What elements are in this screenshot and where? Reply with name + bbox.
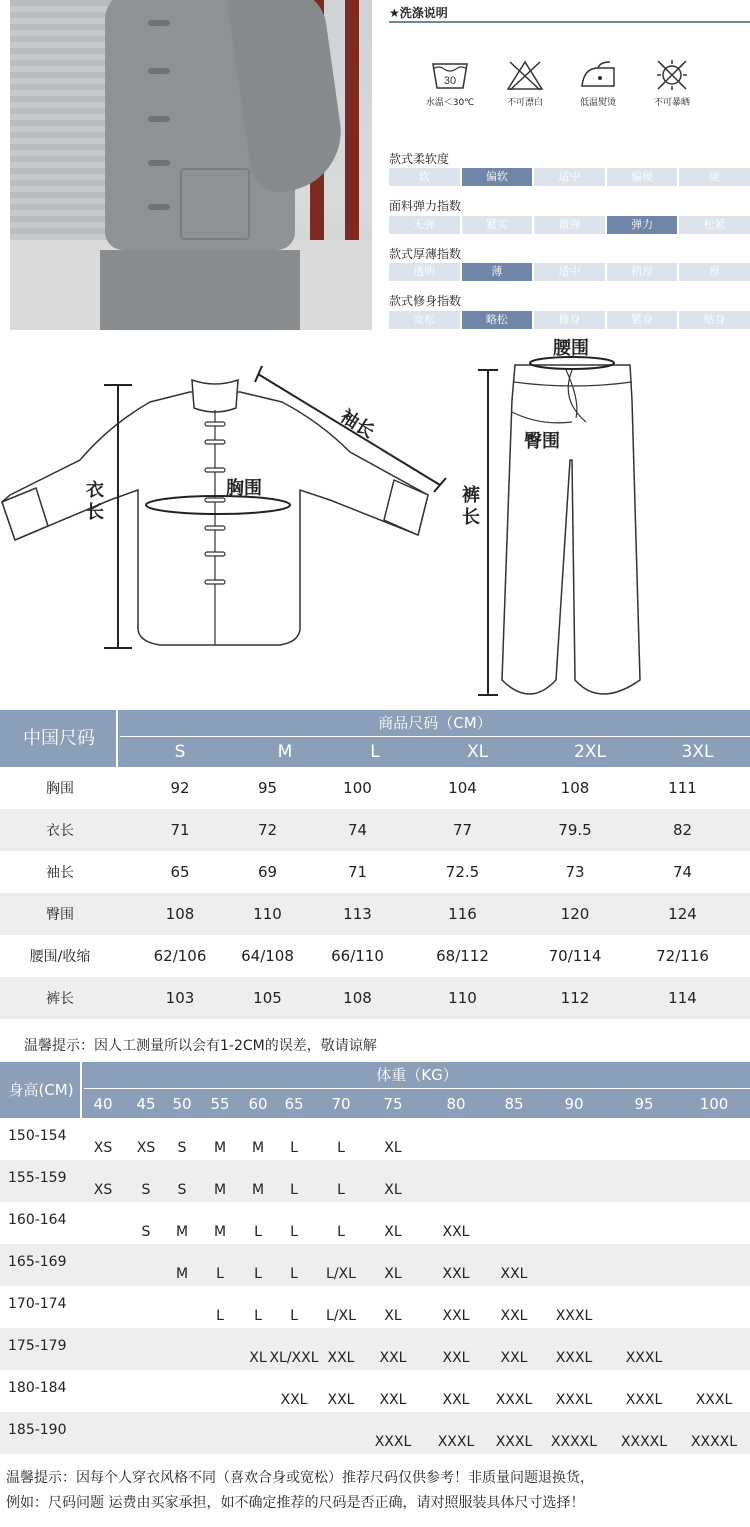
size-recommendation: XXXL — [495, 1392, 533, 1408]
size-recommendation: M — [175, 1224, 189, 1240]
row-label: 裤长 — [46, 991, 74, 1007]
table-cell: 74 — [347, 821, 368, 839]
elasticity-option: 微弹 — [534, 216, 605, 234]
table-cell: 72 — [257, 821, 278, 839]
size-recommendation: M — [213, 1182, 227, 1198]
wash-title: ★洗涤说明 — [389, 6, 448, 20]
size-recommendation: M — [251, 1140, 265, 1156]
row-label: 衣长 — [46, 823, 74, 839]
fit-option-selected: 略松 — [462, 311, 533, 329]
size-recommendation: M — [213, 1140, 227, 1156]
size-recommendation: XXXXL — [550, 1434, 598, 1450]
size-header: M — [277, 742, 293, 762]
thickness-scale — [389, 263, 750, 281]
weight-column-header: 40 — [93, 1095, 113, 1113]
size-recommendation: XXL — [500, 1308, 528, 1324]
fit-option: 紧身 — [607, 311, 678, 329]
size-recommendation: L — [290, 1140, 298, 1156]
table-cell: 108 — [560, 779, 590, 797]
fit-title: 款式修身指数 — [389, 294, 462, 308]
table-cell: 116 — [448, 905, 477, 923]
thickness-option: 透明 — [389, 263, 460, 281]
size-header: 3XL — [681, 742, 714, 762]
table-cell: 105 — [253, 989, 282, 1007]
size-recommendation: XS — [93, 1182, 113, 1198]
hip-label: 臀围 — [524, 431, 560, 452]
table-row — [0, 977, 750, 1019]
size-tip-line: 温馨提示：因每个人穿衣风格不同（喜欢合身或宽松）推荐尺码仅供参考！非质量问题退换货， — [6, 1470, 594, 1486]
size-recommendation: S — [177, 1140, 187, 1156]
weight-column-header: 80 — [446, 1095, 466, 1113]
weight-column-header: 60 — [248, 1095, 268, 1113]
no-sun-dry-label: 不可暴晒 — [653, 98, 690, 108]
size-recommendation: L/XL — [326, 1308, 356, 1324]
size-recommendation: XXXL — [437, 1434, 475, 1450]
table-cell: 62/106 — [153, 947, 207, 965]
table-row — [0, 767, 750, 809]
size-recommendation: XXL — [442, 1350, 470, 1366]
table-row — [0, 935, 750, 977]
size-recommendation: L — [254, 1266, 262, 1282]
table-cell: 112 — [560, 989, 590, 1007]
weight-column-header: 55 — [210, 1095, 230, 1113]
size-recommendation: XL — [249, 1350, 267, 1366]
no-bleach-label: 不可漂白 — [506, 98, 543, 108]
size-recommendation: XXL — [327, 1392, 355, 1408]
table-cell: 108 — [343, 989, 372, 1007]
size-header: XL — [466, 742, 489, 762]
table-cell: 103 — [165, 989, 195, 1007]
weight-column-header: 100 — [699, 1095, 729, 1113]
size-recommendation: XL/XXL — [269, 1350, 319, 1366]
size-recommendation: XXL — [280, 1392, 308, 1408]
wash-label: 水温＜30℃ — [425, 98, 475, 108]
weight-column-header: 50 — [172, 1095, 192, 1113]
size-recommendation: L/XL — [326, 1266, 356, 1282]
thickness-title: 款式厚薄指数 — [389, 247, 462, 261]
size-recommendation: XXL — [442, 1308, 470, 1324]
row-label: 袖长 — [46, 865, 74, 881]
size-recommendation: M — [175, 1266, 189, 1282]
size-table-unit: 商品尺码（CM） — [120, 710, 750, 737]
size-recommendation: S — [141, 1182, 151, 1198]
weight-column-header: 65 — [284, 1095, 304, 1113]
table-cell: 100 — [343, 779, 372, 797]
table-row — [0, 1412, 750, 1454]
table-row — [0, 1370, 750, 1412]
weight-column-header: 45 — [136, 1095, 156, 1113]
table-cell: 72/116 — [656, 947, 709, 965]
size-recommendation: L — [254, 1308, 262, 1324]
size-recommendation: XXXL — [555, 1308, 593, 1324]
size-recommendation: L — [254, 1224, 262, 1240]
size-header: 2XL — [574, 742, 606, 762]
size-recommendation: XXXL — [625, 1392, 663, 1408]
size-table — [0, 710, 750, 1019]
size-recommendation: XXXL — [495, 1434, 533, 1450]
elasticity-option: 无弹 — [389, 216, 460, 234]
table-cell: 79.5 — [558, 821, 592, 839]
thickness-option: 稍厚 — [607, 263, 678, 281]
size-recommendation: XXXL — [695, 1392, 733, 1408]
table-cell: 70/114 — [548, 947, 602, 965]
fit-scale — [389, 311, 750, 329]
size-recommendation: XXL — [327, 1350, 355, 1366]
height-range: 165-169 — [8, 1254, 67, 1270]
height-corner: 身高(CM) — [0, 1062, 82, 1118]
measurement-diagram — [0, 330, 750, 710]
table-cell: 74 — [672, 863, 693, 881]
size-recommendation: XL — [384, 1140, 402, 1156]
table-cell: 111 — [668, 779, 697, 797]
jacket-length-label: 衣长 — [83, 480, 104, 524]
size-recommendation: L — [337, 1224, 345, 1240]
table-cell: 73 — [565, 863, 585, 881]
chest-label: 胸围 — [226, 478, 262, 499]
table-cell: 110 — [253, 905, 282, 923]
elasticity-scale — [389, 216, 750, 234]
size-recommendation: XL — [384, 1182, 402, 1198]
height-range: 150-154 — [8, 1128, 67, 1144]
table-cell: 104 — [448, 779, 477, 797]
thickness-option-selected: 薄 — [462, 263, 533, 281]
size-recommendation: L — [216, 1308, 224, 1324]
softness-option: 硬 — [679, 168, 750, 186]
table-row — [0, 1286, 750, 1328]
size-recommendation: XL — [384, 1266, 402, 1282]
table-row — [0, 1118, 750, 1160]
wash-icons — [420, 58, 720, 118]
size-recommendation: XXXL — [374, 1434, 412, 1450]
elasticity-option: 松紧 — [679, 216, 750, 234]
product-photo — [10, 0, 372, 330]
table-row — [0, 1202, 750, 1244]
size-recommendation: M — [251, 1182, 265, 1198]
weight-header: 体重（KG） — [84, 1062, 750, 1089]
table-cell: 113 — [343, 905, 372, 923]
weight-column-header: 70 — [331, 1095, 351, 1113]
softness-option: 适中 — [534, 168, 605, 186]
size-table-corner: 中国尺码 — [0, 710, 118, 767]
size-recommendation: XS — [93, 1140, 113, 1156]
size-recommendation: XXXL — [625, 1350, 663, 1366]
table-cell: 77 — [452, 821, 473, 839]
size-recommendation: L — [216, 1266, 224, 1282]
size-recommendation: L — [337, 1140, 345, 1156]
table-row — [0, 851, 750, 893]
thickness-option: 适中 — [534, 263, 605, 281]
size-recommendation: XXXXL — [620, 1434, 668, 1450]
table-cell: 68/112 — [436, 947, 489, 965]
softness-option-selected: 偏软 — [462, 168, 533, 186]
size-recommendation: XXXXL — [690, 1434, 738, 1450]
row-label: 腰围/收缩 — [29, 949, 91, 965]
size-recommendation: XXL — [379, 1392, 407, 1408]
fit-option: 宽松 — [389, 311, 460, 329]
table-cell: 114 — [668, 989, 697, 1007]
weight-column-header: 75 — [383, 1095, 403, 1113]
size-recommendation: XL — [384, 1224, 402, 1240]
height-range: 155-159 — [8, 1170, 67, 1186]
elasticity-option-selected: 弹力 — [607, 216, 678, 234]
size-recommendation: L — [290, 1224, 298, 1240]
low-iron-icon — [568, 58, 628, 108]
table-cell: 64/108 — [241, 947, 294, 965]
weight-column-header: 95 — [634, 1095, 654, 1113]
height-range: 180-184 — [8, 1380, 67, 1396]
size-tip-line: 例如：尺码问题 运费由买家承担，如不确定推荐的尺码是否正确，请对照服装具体尺寸选择！ — [6, 1495, 585, 1511]
size-recommendation: XXL — [500, 1350, 528, 1366]
size-recommendation: XL — [384, 1308, 402, 1324]
table-cell: 71 — [347, 863, 368, 881]
elasticity-title: 面料弹力指数 — [389, 199, 462, 213]
weight-column-header: 90 — [564, 1095, 584, 1113]
table-cell: 71 — [170, 821, 190, 839]
size-recommendation: M — [213, 1224, 227, 1240]
height-weight-table — [0, 1062, 750, 1454]
fit-option: 修身 — [534, 311, 605, 329]
table-row — [0, 1244, 750, 1286]
table-cell: 92 — [170, 779, 190, 797]
softness-option: 偏硬 — [607, 168, 678, 186]
sleeve-label: 袖长 — [336, 405, 379, 443]
height-range: 175-179 — [8, 1338, 67, 1354]
weight-column-header: 85 — [504, 1095, 524, 1113]
size-header: L — [370, 742, 380, 762]
thickness-option: 厚 — [679, 263, 750, 281]
size-recommendation: XXL — [442, 1224, 470, 1240]
softness-title: 款式柔软度 — [389, 152, 450, 166]
table-cell: 124 — [668, 905, 697, 923]
size-recommendation: XXL — [379, 1350, 407, 1366]
size-recommendation: XS — [136, 1140, 156, 1156]
elasticity-option: 紧实 — [462, 216, 533, 234]
pants-length-label: 裤长 — [459, 485, 480, 529]
height-range: 170-174 — [8, 1296, 67, 1312]
table-cell: 95 — [257, 779, 278, 797]
softness-scale — [389, 168, 750, 186]
size-recommendation: XXXL — [555, 1350, 593, 1366]
height-weight-header — [0, 1062, 750, 1118]
table-row — [0, 893, 750, 935]
size-table-header — [0, 710, 750, 767]
size-recommendation: XXL — [500, 1266, 528, 1282]
size-recommendation: L — [290, 1266, 298, 1282]
garment-outline — [0, 330, 750, 710]
low-iron-label: 低温熨烫 — [579, 98, 616, 108]
table-cell: 69 — [257, 863, 278, 881]
table-cell: 108 — [165, 905, 195, 923]
table-cell: 82 — [672, 821, 693, 839]
size-tip — [6, 1466, 594, 1516]
table-row — [0, 809, 750, 851]
size-recommendation: L — [290, 1182, 298, 1198]
table-cell: 110 — [448, 989, 477, 1007]
waist-label: 腰围 — [553, 338, 589, 359]
no-bleach-icon — [495, 58, 555, 108]
size-recommendation: XXL — [442, 1266, 470, 1282]
wash-temp: 30 — [443, 75, 457, 87]
wash-divider — [389, 21, 750, 23]
size-recommendation: S — [177, 1182, 187, 1198]
size-header: S — [174, 742, 186, 762]
size-recommendation: XXL — [442, 1392, 470, 1408]
fit-option: 贴身 — [679, 311, 750, 329]
size-recommendation: S — [141, 1224, 151, 1240]
table-cell: 65 — [170, 863, 190, 881]
row-label: 胸围 — [46, 781, 74, 797]
softness-option: 软 — [389, 168, 460, 186]
table-cell: 72.5 — [445, 863, 480, 881]
wash-30-icon — [420, 58, 480, 108]
size-recommendation: L — [337, 1182, 345, 1198]
size-recommendation: XXXL — [555, 1392, 593, 1408]
row-label: 臀围 — [46, 907, 74, 923]
table-row — [0, 1328, 750, 1370]
height-range: 160-164 — [8, 1212, 67, 1228]
height-range: 185-190 — [8, 1422, 67, 1438]
table-cell: 66/110 — [331, 947, 384, 965]
measure-tip: 温馨提示：因人工测量所以会有1-2CM的误差，敬请谅解 — [24, 1038, 377, 1054]
table-row — [0, 1160, 750, 1202]
table-cell: 120 — [560, 905, 590, 923]
size-recommendation: L — [290, 1308, 298, 1324]
no-sun-dry-icon — [642, 58, 702, 108]
